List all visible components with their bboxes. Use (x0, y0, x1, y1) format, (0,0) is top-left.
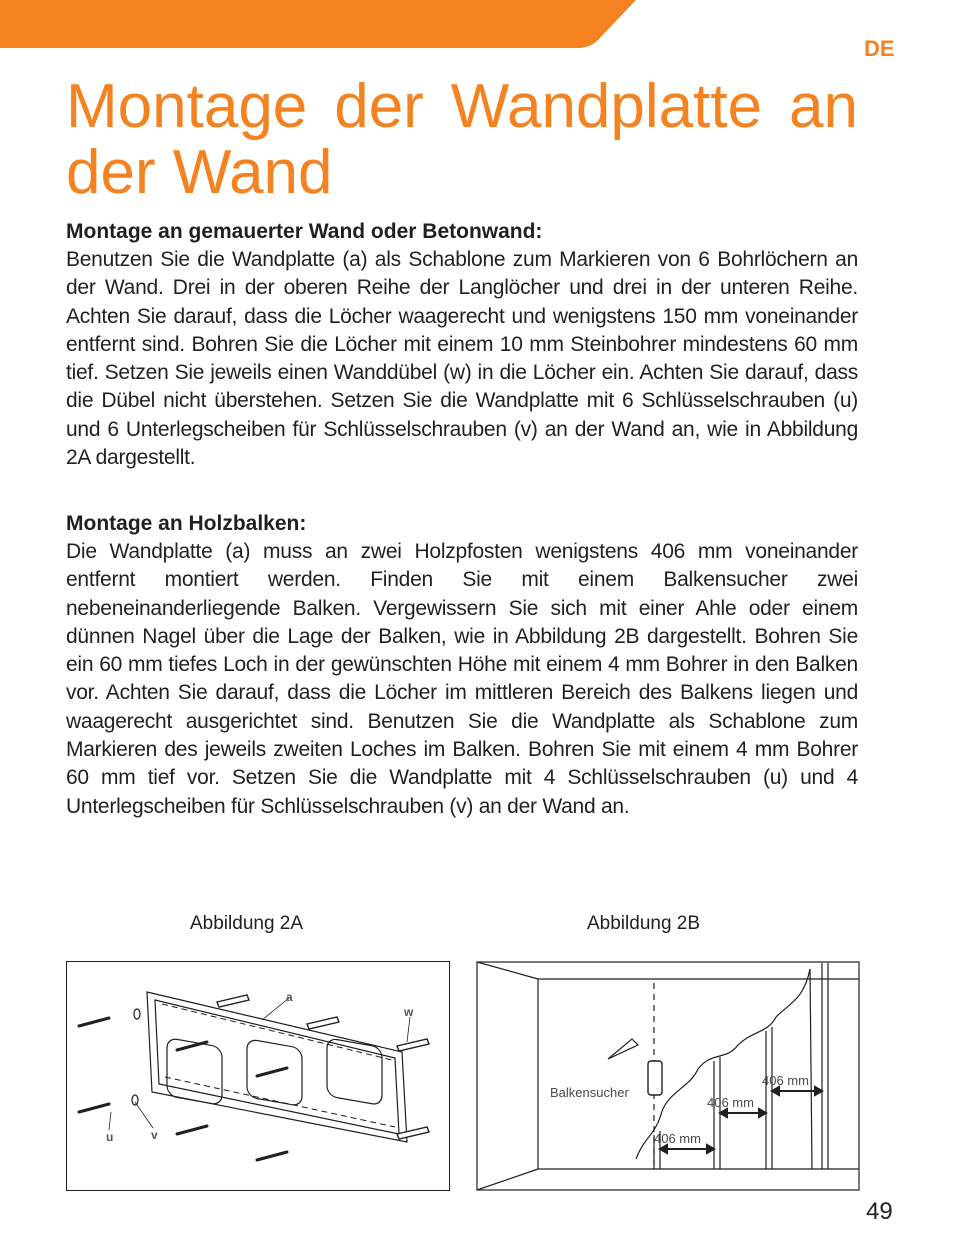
label-distance-3: 406 mm (762, 1073, 809, 1088)
label-stud-finder: Balkensucher (550, 1085, 629, 1100)
label-distance-1: 406 mm (654, 1131, 701, 1146)
section-masonry (66, 218, 858, 472)
figure-2b-illustration (476, 961, 860, 1191)
awl-icon (608, 1039, 638, 1059)
page-title: Montage der Wandplatte an der Wand (66, 72, 858, 207)
section-wood-studs (66, 510, 858, 821)
language-badge: DE (864, 36, 895, 61)
figure-2a-illustration (66, 961, 450, 1191)
label-distance-2: 406 mm (707, 1095, 754, 1110)
stud-finder-icon (648, 1061, 662, 1095)
label-washer: v (151, 1128, 158, 1142)
section-heading: Montage an Holzbalken: (66, 512, 307, 535)
section-heading: Montage an gemauerter Wand oder Betonwand: (66, 220, 543, 243)
label-screw: u (106, 1130, 114, 1144)
label-plate: a (286, 990, 293, 1004)
figure-caption-2a: Abbildung 2A (190, 913, 304, 934)
section-body: Die Wandplatte (a) muss an zwei Holzpfosten wenigstens 406 mm voneinander entfernt montiert werden. Finden Sie mit einem Balkensucher zwei nebeneinanderliegende Balken. Vergewissern Sie sich mit einer Ahle oder einem dünnen Nagel über die Lage der Balken, wie in Abbildung 2B dargestellt. Bohren Sie ein 60 mm tiefes Loch in der gewünschten Höhe mit einem 4 mm Bohrer in den Balken vor. Achten Sie darauf, dass die Löcher im mittleren Bereich des Balkens liegen und waagerecht ausgerichtet sind. Benutzen Sie die Wandplatte als Schablone zum Markieren des jeweils zweiten Loches im Balken. Bohren Sie mit einem 4 mm Bohrer 60 mm tief vor. Setzen Sie die Wandplatte mit 4 Schlüsselschrauben (u) und 4 Unterlegscheiben für Schlüsselschrauben (v) an der Wand an. (66, 540, 858, 818)
page-number: 49 (866, 1198, 893, 1225)
section-body: Benutzen Sie die Wandplatte (a) als Schablone zum Markieren von 6 Bohrlöchern an der Wand. Drei in der oberen Reihe der Langlöcher und drei in der unteren Reihe. Achten Sie darauf, dass die Löcher waagerecht und wenigstens 150 mm voneinander entfernt sind. Bohren Sie die Löcher mit einem 10 mm Steinbohrer mindestens 60 mm tief. Setzen Sie jeweils einen Wanddübel (w) in die Löcher ein. Achten Sie darauf, dass die Dübel nicht überstehen. Setzen Sie die Wandplatte mit 6 Schlüsselschrauben (u) und 6 Unterlegscheiben für Schlüsselschrauben (v) an der Wand an, wie in Abbildung 2A dargestellt. (66, 248, 858, 470)
header-accent-band (0, 0, 640, 48)
stud-diagram (476, 961, 860, 1191)
label-anchor: w (404, 1005, 414, 1019)
figure-caption-2b: Abbildung 2B (587, 913, 701, 934)
wall-plate-diagram (67, 962, 449, 1190)
